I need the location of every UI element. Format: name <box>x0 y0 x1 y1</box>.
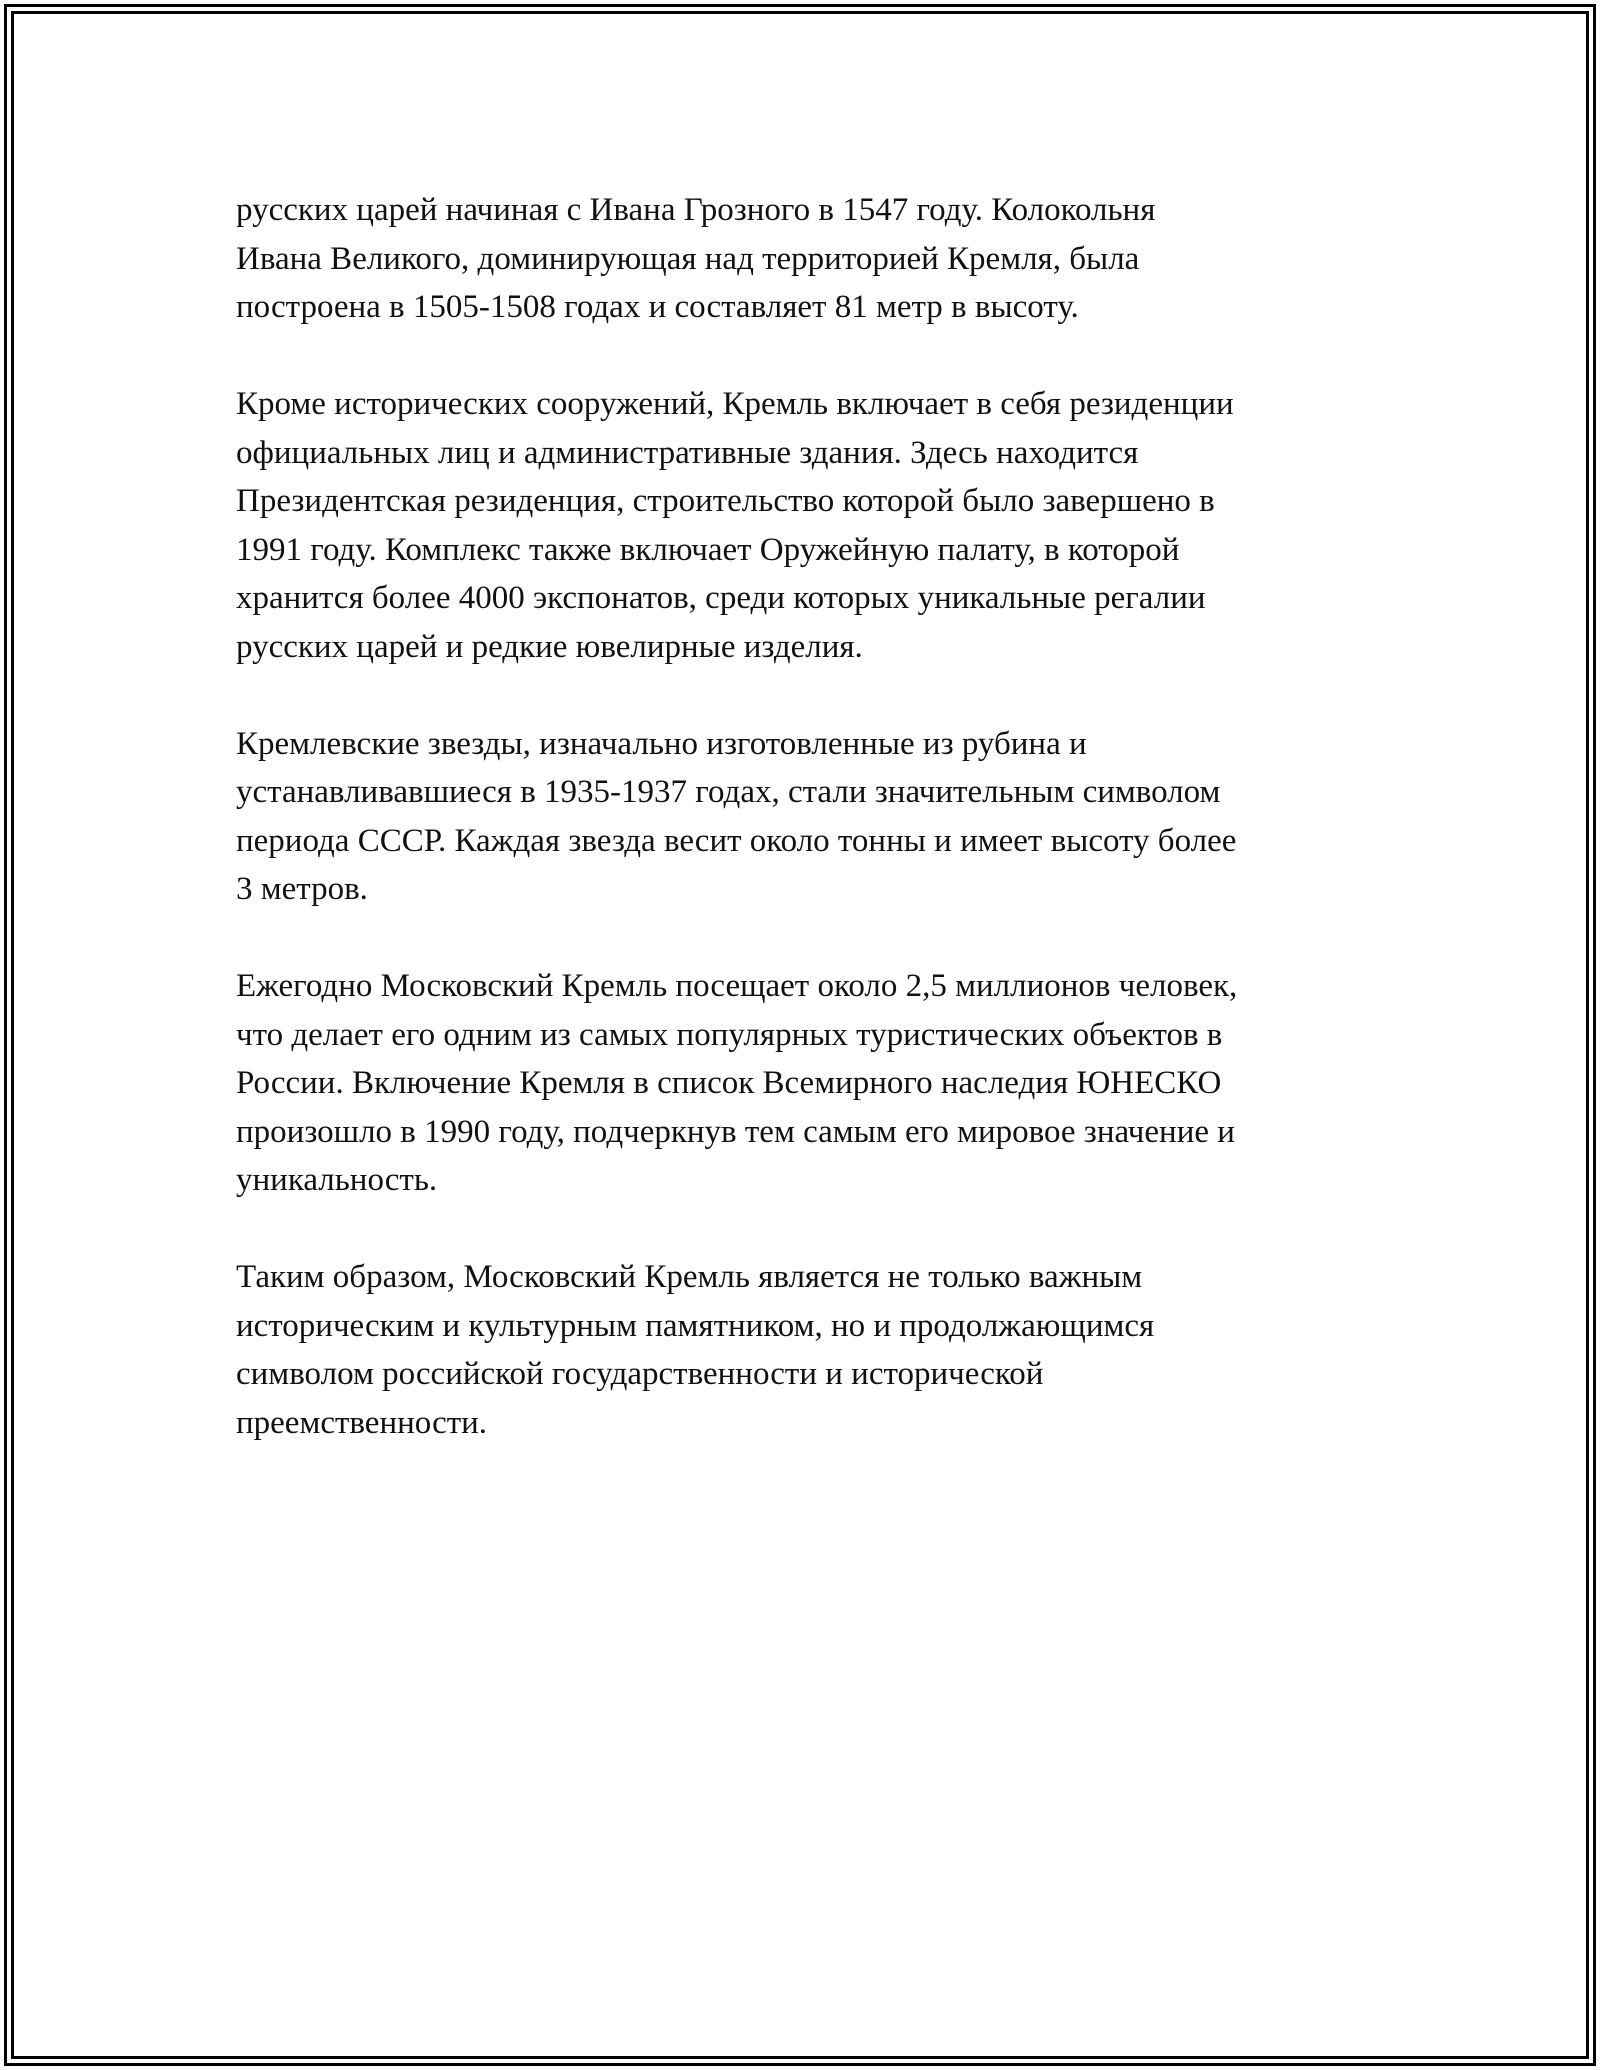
text-line: построена в 1505-1508 годах и составляет 81 метр в высоту. <box>236 289 1079 325</box>
text-line: Ежегодно Московский Кремль посещает около 2,5 миллионов человек, <box>236 968 1238 1004</box>
text-line: Таким образом, Московский Кремль является не только важным <box>236 1259 1143 1295</box>
paragraph-5 <box>236 1253 1386 1447</box>
text-line: России. Включение Кремля в список Всемирного наследия ЮНЕСКО <box>236 1065 1222 1101</box>
paragraph-1 <box>236 186 1386 332</box>
paragraph-4 <box>236 962 1386 1205</box>
text-line: 3 метров. <box>236 871 368 907</box>
paragraph-3 <box>236 720 1386 914</box>
text-line: периода СССР. Каждая звезда весит около тонны и имеет высоту более <box>236 822 1237 859</box>
text-line: 1991 году. Комплекс также включает Оружейную палату, в которой <box>236 531 1180 568</box>
text-line: символом российской государственности и исторической <box>236 1356 1044 1392</box>
text-line: уникальность. <box>236 1162 438 1198</box>
text-line: устанавливавшиеся в 1935-1937 годах, стали значительным символом <box>236 774 1221 810</box>
text-line: русских царей начиная с Ивана Грозного в 1547 году. Колокольня <box>236 192 1156 228</box>
paragraph-2 <box>236 380 1386 671</box>
document-body <box>236 186 1386 1496</box>
text-line: русских царей и редкие ювелирные изделия. <box>236 628 863 665</box>
text-line: хранится более 4000 экспонатов, среди которых уникальные регалии <box>236 580 1206 616</box>
text-line: историческим и культурным памятником, но и продолжающимся <box>236 1307 1155 1344</box>
text-line: Кроме исторических сооружений, Кремль включает в себя резиденции <box>236 386 1234 422</box>
text-line: Кремлевские звезды, изначально изготовленные из рубина и <box>236 725 1087 762</box>
text-line: что делает его одним из самых популярных туристических объектов в <box>236 1016 1223 1053</box>
text-line: Президентская резиденция, строительство которой было завершено в <box>236 483 1215 519</box>
text-line: преемственности. <box>236 1404 488 1441</box>
text-line: официальных лиц и административные здания. Здесь находится <box>236 434 1139 471</box>
text-line: произошло в 1990 году, подчеркнув тем самым его мировое значение и <box>236 1113 1235 1150</box>
text-line: Ивана Великого, доминирующая над территорией Кремля, была <box>236 240 1140 277</box>
